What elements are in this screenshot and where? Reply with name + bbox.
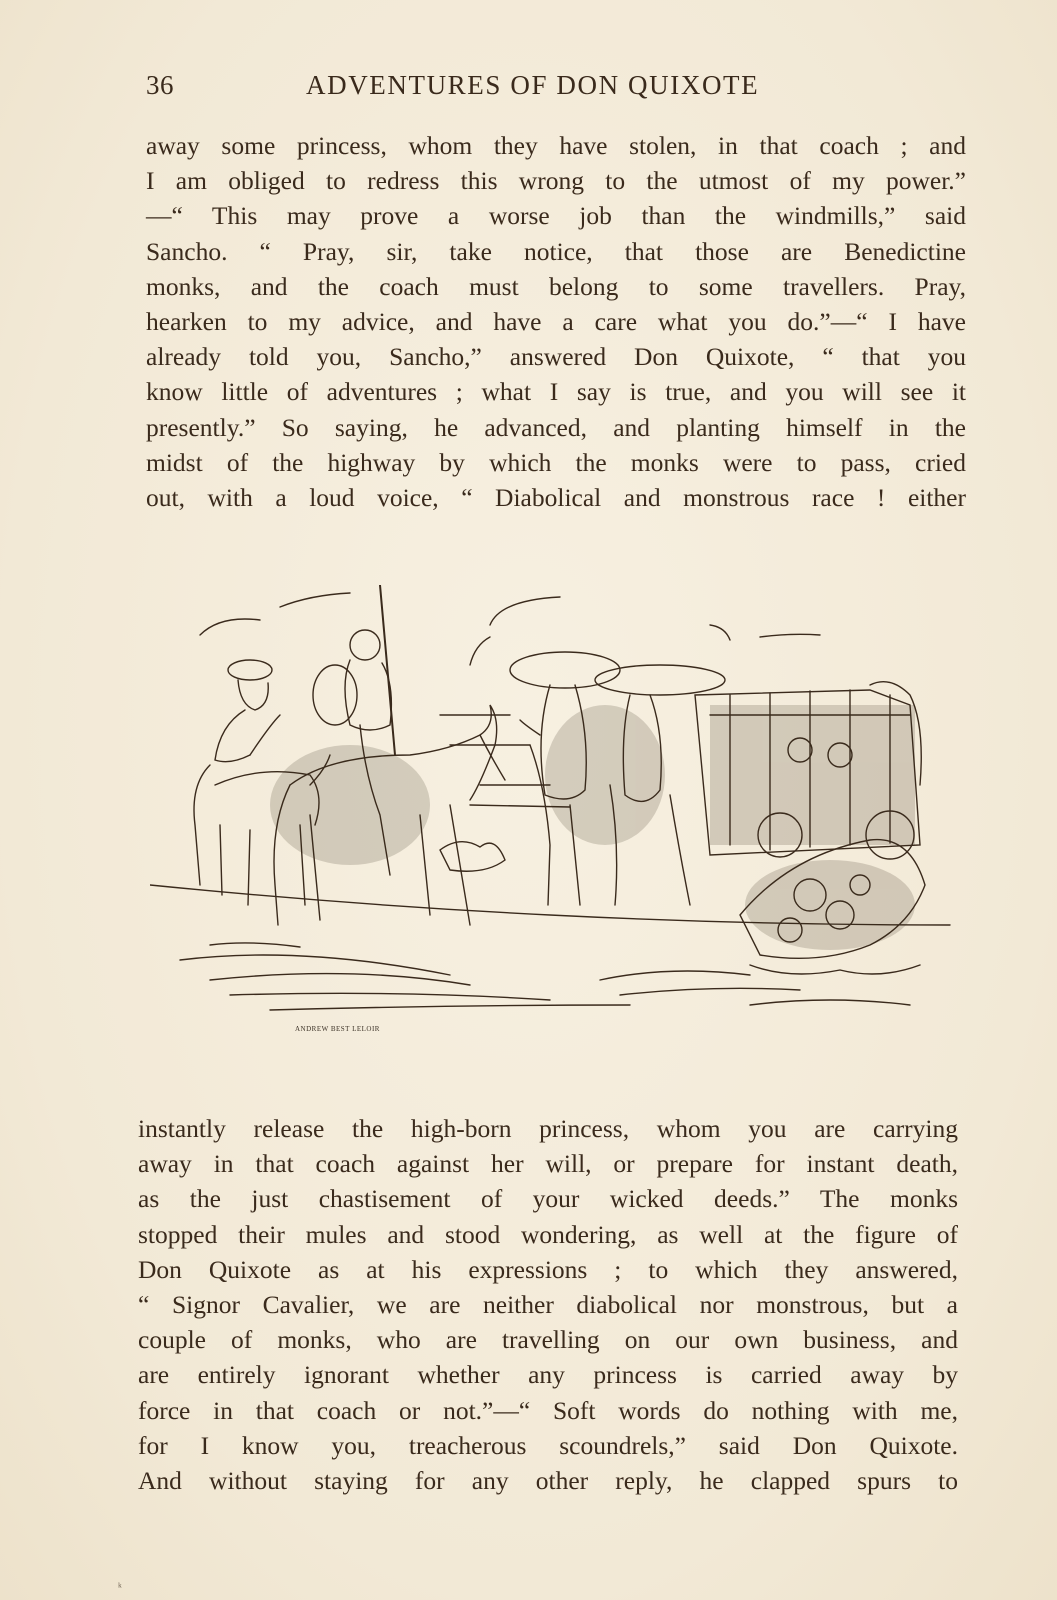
text-line: out, with a loud voice, “ Diabolical and monstrous race ! either: [146, 482, 966, 512]
text-line: I am obliged to redress this wrong to the utmost of my power.”: [146, 166, 966, 196]
text-line: presently.” So saying, he advanced, and planting himself in the: [146, 412, 966, 442]
text-line: —“ This may prove a worse job than the windmills,” said: [146, 201, 966, 231]
text-line: midst of the highway by which the monks were to pass, cried: [146, 447, 966, 477]
text-line: couple of monks, who are travelling on our own business, and: [138, 1325, 958, 1355]
running-title: ADVENTURES OF DON QUIXOTE: [306, 70, 760, 100]
text-line: away some princess, whom they have stolen, in that coach ; and: [146, 131, 966, 160]
text-line: already told you, Sancho,” answered Don Quixote, “ that you: [146, 342, 966, 372]
text-line: stopped their mules and stood wondering, as well at the figure of: [138, 1219, 958, 1249]
text-block-bottom: [138, 1111, 958, 1498]
text-block-top: [146, 128, 966, 515]
text-line: monks, and the coach must belong to some travellers. Pray,: [146, 271, 966, 301]
engraving-scene: [150, 585, 955, 1045]
margin-mark: ᵏ: [118, 1580, 122, 1594]
text-line: “ Signor Cavalier, we are neither diabolical nor monstrous, but a: [138, 1289, 958, 1319]
text-line: hearken to my advice, and have a care what you do.”—“ I have: [146, 306, 966, 336]
text-line: instantly release the high-born princess, whom you are carrying: [138, 1114, 958, 1143]
text-line: know little of adventures ; what I say is true, and you will see it: [146, 377, 966, 407]
text-line: Don Quixote as at his expressions ; to which they answered,: [138, 1254, 958, 1284]
engraver-signature: ANDREW BEST LELOIR: [295, 1025, 380, 1033]
text-line: Sancho. “ Pray, sir, take notice, that those are Benedictine: [146, 236, 966, 266]
engraving-illustration: [150, 585, 955, 1045]
text-line: as the just chastisement of your wicked deeds.” The monks: [138, 1184, 958, 1214]
text-line: away in that coach against her will, or prepare for instant death,: [138, 1149, 958, 1179]
text-line: are entirely ignorant whether any princess is carried away by: [138, 1360, 958, 1390]
page-header: [146, 70, 952, 110]
page-number: 36: [146, 70, 174, 100]
text-line: for I know you, treacherous scoundrels,” said Don Quixote.: [138, 1430, 958, 1460]
text-line: force in that coach or not.”—“ Soft words do nothing with me,: [138, 1395, 958, 1425]
text-line: And without staying for any other reply, he clapped spurs to: [138, 1465, 958, 1495]
